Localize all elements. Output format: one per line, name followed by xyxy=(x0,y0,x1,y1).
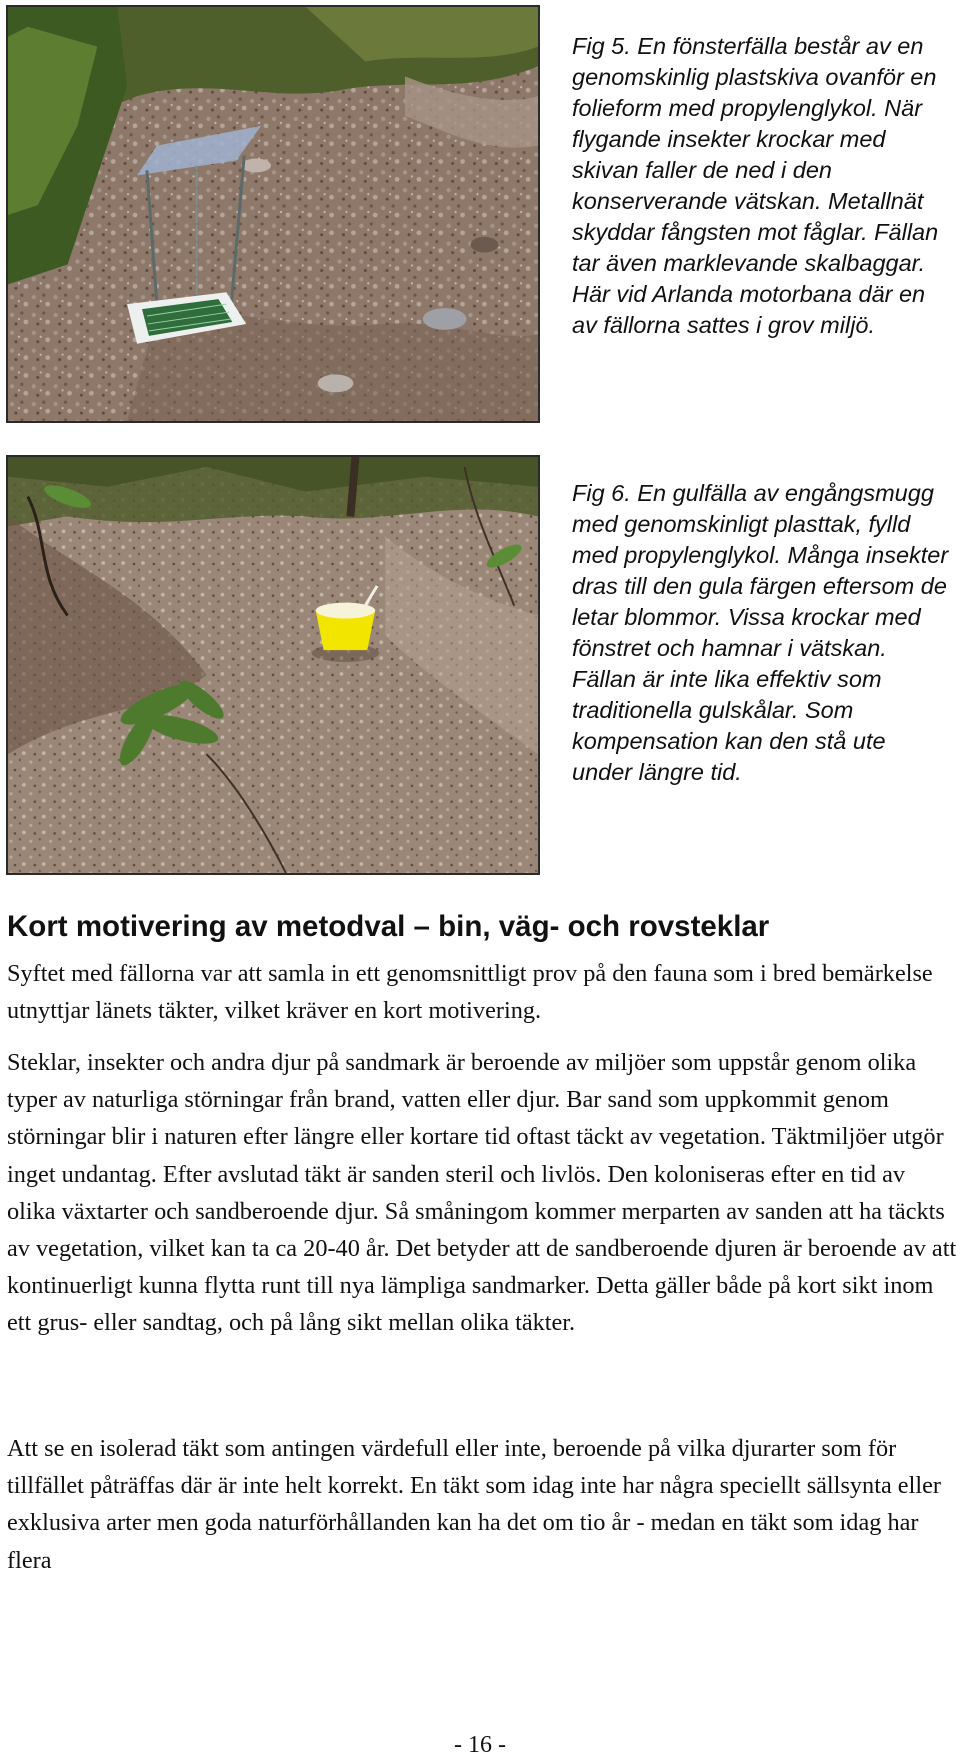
figure-5-photo xyxy=(6,5,540,423)
body-paragraph-1: Syftet med fällorna var att samla in ett genomsnittligt prov på den fauna som i bred bemärkelse utnyttjar länets täkter, vilket kräver en kort motivering. xyxy=(7,960,933,1025)
window-trap-photo xyxy=(8,7,538,421)
figure-5-label: Fig 5. xyxy=(572,33,631,59)
section-heading: Kort motivering av metodval – bin, väg- och rovsteklar xyxy=(7,910,770,943)
figure-6-text: En gulfälla av engångsmugg med genomskinligt plasttak, fylld med propylenglykol. Många insekter dras till den gula färgen eftersom de letar blommor. Vissa krockar med fönstret och hamnar i vätskan. Fällan är inte lika effektiv som traditionella gulskålar. Som kompensation kan den stå ute under längre tid. xyxy=(572,480,949,785)
body-paragraph-3: Att se en isolerad täkt som antingen värdefull eller inte, beroende på vilka djurarter som för tillfället påträffas där är inte helt korrekt. En täkt som idag inte har några speciellt sällsynta eller exklusiva arter men goda naturförhållanden kan ha det om tio år - medan en täkt som idag har flera xyxy=(7,1435,941,1574)
yellow-trap-photo xyxy=(8,457,538,873)
figure-6-label: Fig 6. xyxy=(572,480,631,506)
body-paragraph-2: Steklar, insekter och andra djur på sandmark är beroende av miljöer som uppstår genom olika typer av naturliga störningar från brand, vatten eller djur. Bar sand som uppkommit genom störningar blir i naturen efter längre eller kortare tid oftast täckt av vegetation. Täktmiljöer utgör inget undantag. Efter avslutad täkt är sanden steril och livlös. Den koloniseras efter en tid av olika växtarter och sandberoende djur. Så småningom kommer merparten av sanden att ha täckts av vegetation, vilket kan ta ca 20-40 år. Det betyder att de sandberoende djuren är beroende av att kontinuerligt kunna flytta runt till nya lämpliga sandmarker. Detta gäller både på kort sikt inom ett grus- eller sandtag, och på lång sikt mellan olika täkter. xyxy=(7,1049,957,1337)
page-number: - 16 - xyxy=(454,1732,506,1758)
figure-6-caption xyxy=(572,478,952,788)
figure-6-photo xyxy=(6,455,540,875)
figure-5-caption xyxy=(572,31,952,341)
figure-5-text: En fönsterfälla består av en genomskinlig plastskiva ovanför en folieform med propylenglykol. När flygande insekter krockar med skivan faller de ned i den konserverande vätskan. Metallnät skyddar fångsten mot fåglar. Fällan tar även marklevande skalbaggar. Här vid Arlanda motorbana där en av fällorna sattes i grov miljö. xyxy=(572,33,939,338)
